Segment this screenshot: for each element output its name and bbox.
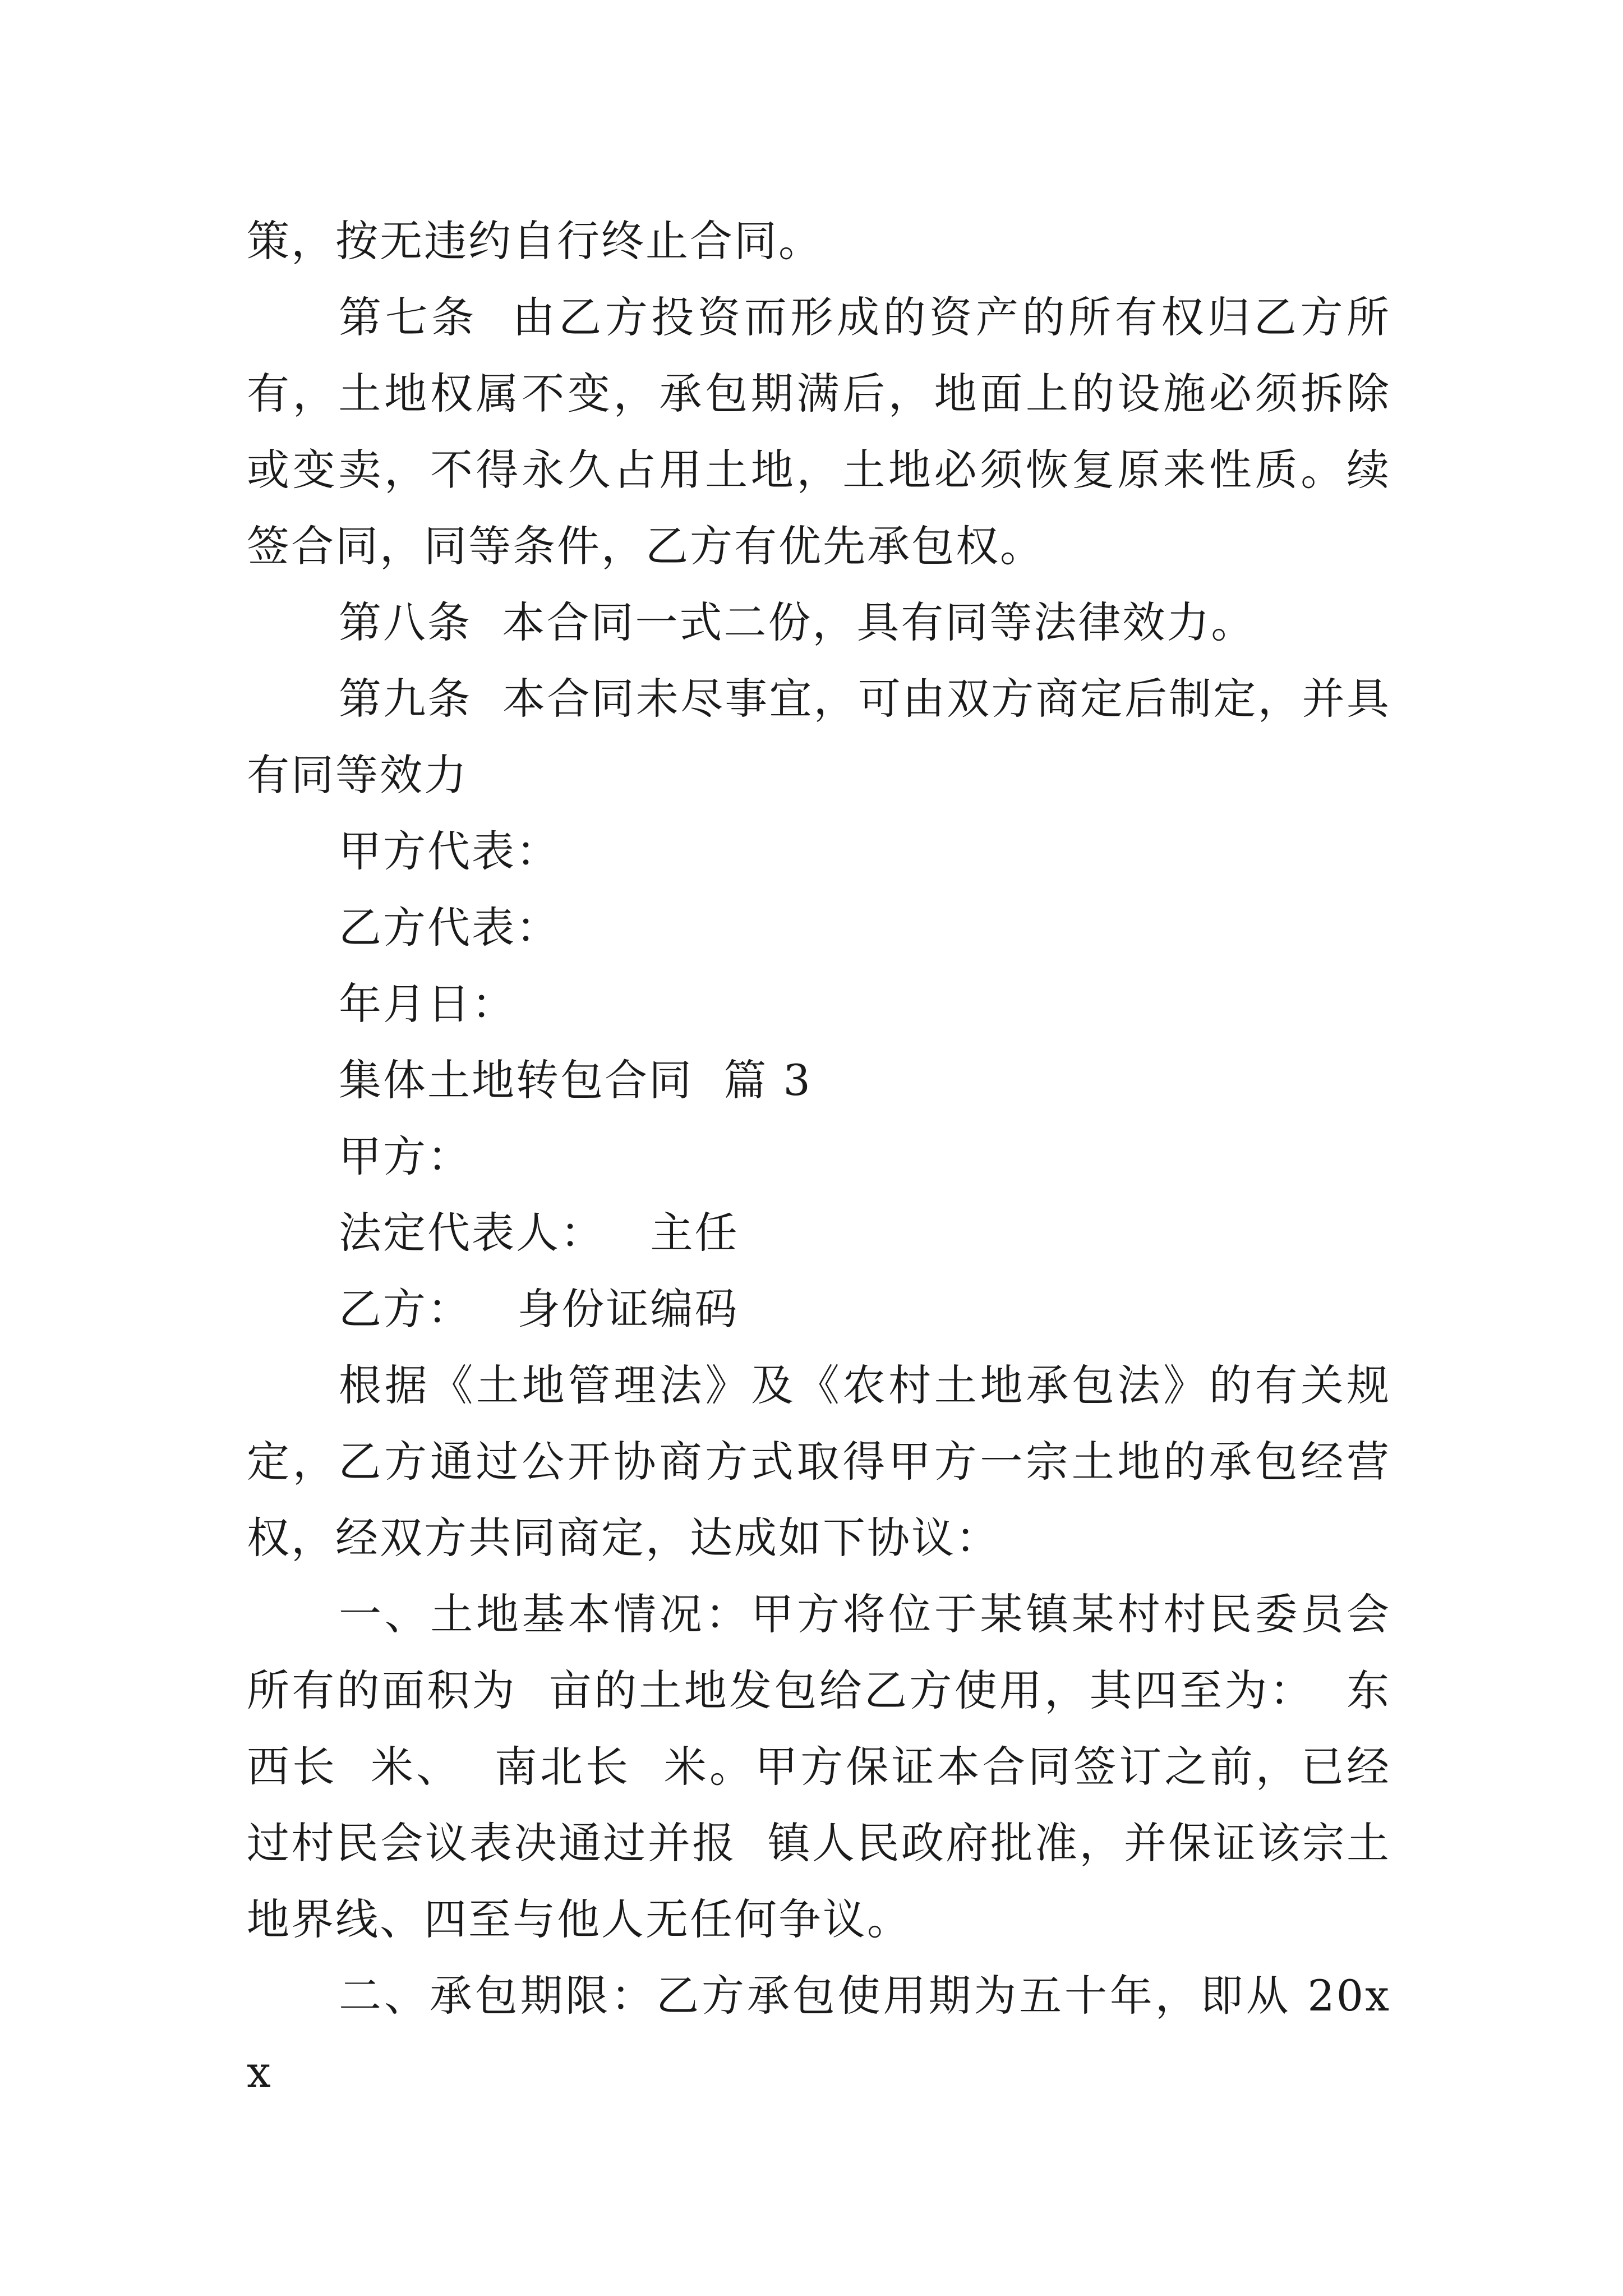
section-title: 集体土地转包合同 篇 3	[339, 1055, 812, 1105]
date-line: 年月日：	[339, 979, 516, 1029]
paragraph-article-7: 第七条 由乙方投资而形成的资产的所有权归乙方所有，土地权属不变，承包期满后，地面上的设施必须拆除或变卖，不得永久占用土地，土地必须恢复原来性质。续签合同，同等条件，乙方有优先承包权。	[247, 292, 1391, 571]
document-body	[247, 203, 1391, 2110]
paragraph-article-8: 第八条 本合同一式二份，具有同等法律效力。	[339, 597, 1256, 647]
paragraph-clause-2: 二、承包期限：乙方承包使用期为五十年，即从 20xx	[247, 1971, 1391, 2097]
paragraph-preamble: 根据《土地管理法》及《农村土地承包法》的有关规定，乙方通过公开协商方式取得甲方一宗土地的承包经营权，经双方共同商定，达成如下协议：	[247, 1360, 1391, 1563]
legal-representative-line: 法定代表人： 主任	[339, 1208, 739, 1258]
paragraph-clause-1: 一、土地基本情况：甲方将位于某镇某村村民委员会所有的面积为 亩的土地发包给乙方使用，其四至为： 东西长 米、 南北长 米。甲方保证本合同签订之前，已经过村民会议表决通过并报 镇人民政府批准，并保证该宗土地界线、四至与他人无任何争议。	[247, 1589, 1391, 1944]
party-a-representative: 甲方代表：	[339, 826, 560, 876]
party-b-line: 乙方： 身份证编码	[339, 1284, 739, 1334]
paragraph-article-9: 第九条 本合同未尽事宜，可由双方商定后制定，并具有同等效力	[247, 674, 1391, 800]
party-b-representative: 乙方代表：	[339, 903, 560, 953]
paragraph-continuation: 策，按无违约自行终止合同。	[247, 216, 823, 266]
party-a-line: 甲方：	[339, 1131, 472, 1181]
